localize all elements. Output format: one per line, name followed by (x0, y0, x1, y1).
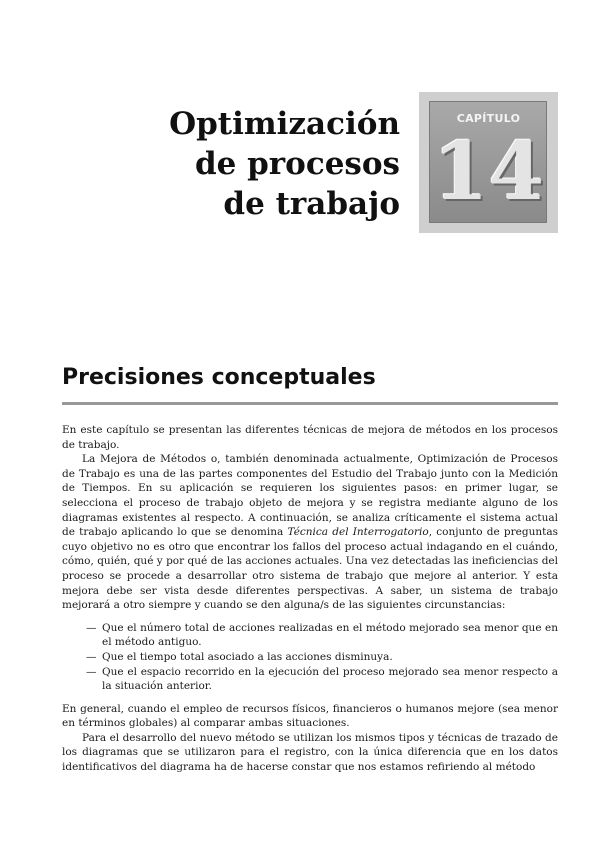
list-item-text: Que el tiempo total asociado a las acciones disminuya. (102, 650, 393, 663)
circumstances-list (62, 621, 558, 694)
chapter-title-line-3: de trabajo (223, 186, 400, 222)
paragraph-2-italic-term: Técnica del Interrogatorio (287, 526, 429, 539)
list-dash: — (86, 665, 97, 678)
chapter-title-line-1: Optimización (169, 106, 400, 142)
chapter-title-line-2: de procesos (194, 146, 400, 182)
list-item-text: Que el número total de acciones realizadas en el método mejorado sea menor que en el método antiguo. (102, 621, 558, 649)
paragraph-2-part-b: , conjunto de preguntas cuyo objetivo no es otro que encontrar los fallos del proceso actual indagando en el cuándo, cómo, quién, qué y por qué de las acciones actuales. Una vez detectadas las ineficiencias del proceso se procede a desarrollar otro sistema de trabajo que mejore al anterior. Y esta mejora debe ser vista desde diferentes perspectivas. A saber, un sistema de trabajo mejorará a otro siempre y cuando se den alguna/s de las siguientes circunstancias: (62, 526, 558, 612)
paragraph-4: Para el desarrollo del nuevo método se utilizan los mismos tipos y técnicas de trazado de los diagramas que se utilizaron para el registro, con la única diferencia que en los datos identificativos del diagrama ha de hacerse constar que nos estamos refiriendo al método (62, 731, 558, 774)
chapter-number: 14 (432, 124, 545, 218)
section-heading: Precisiones conceptuales (62, 365, 376, 390)
list-dash: — (86, 621, 97, 634)
list-item (62, 621, 558, 650)
list-item-text: Que el espacio recorrido en la ejecución del proceso mejorado sea menor respecto a la situación anterior. (102, 665, 558, 693)
chapter-label: CAPÍTULO (456, 112, 521, 125)
paragraph-1: En este capítulo se presentan las diferentes técnicas de mejora de métodos en los procesos de trabajo. (62, 424, 558, 451)
list-item (62, 650, 558, 665)
body-text (62, 423, 558, 775)
list-item (62, 665, 558, 694)
paragraph-2-part-a: La Mejora de Métodos o, también denominada actualmente, Optimización de Procesos de Trabajo es una de las partes componentes del Estudio del Trabajo junto con la Medición de Tiempos. En su aplicación se requieren los siguientes pasos: en primer lugar, se selecciona el proceso de trabajo objeto de mejora y se registra mediante alguno de los diagramas existentes al respecto. A continuación, se analiza críticamente el sistema actual de trabajo aplicando lo que se denomina (62, 453, 558, 539)
chapter-title (100, 104, 400, 224)
paragraph-2 (62, 452, 558, 613)
list-dash: — (86, 650, 97, 663)
chapter-number-box (419, 92, 558, 233)
paragraph-3: En general, cuando el empleo de recursos físicos, financieros o humanos mejore (sea menor en términos globales) al comparar ambas situaciones. (62, 702, 558, 730)
section-divider (62, 402, 558, 405)
